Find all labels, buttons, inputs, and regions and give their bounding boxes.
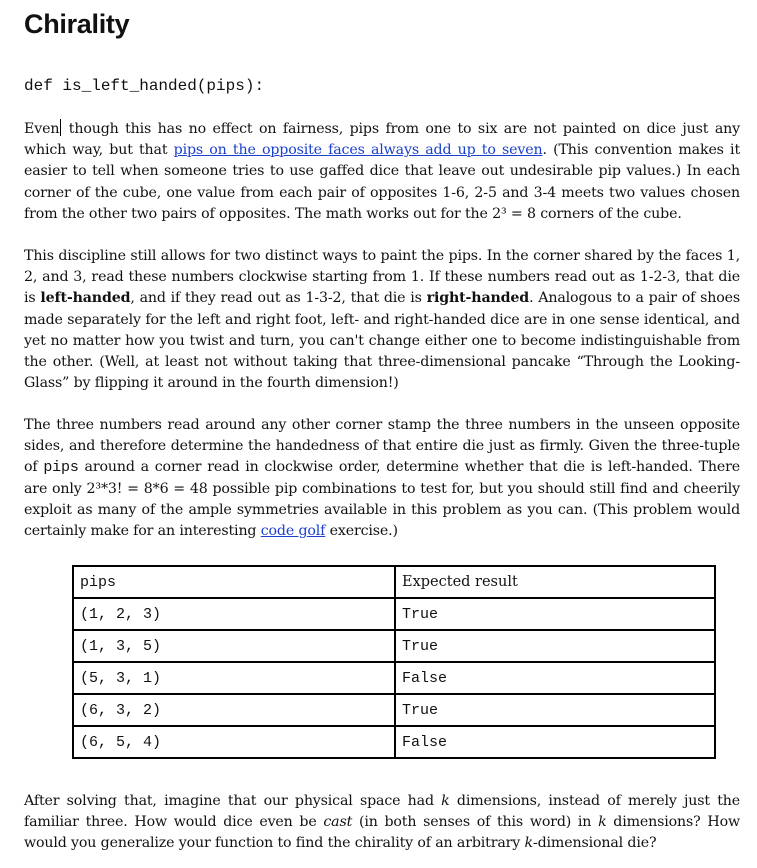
var-k: k xyxy=(441,793,450,809)
term-right-handed: right-handed xyxy=(426,290,530,307)
cell-expected: True xyxy=(395,694,715,726)
text-span: The three numbers read around any other corner stamp the three numbers in the unseen opposite sides, and therefore determine the handedness of that entire die just as firmly. Given the three-tuple of xyxy=(24,417,740,476)
cell-expected: False xyxy=(395,726,715,758)
code-golf-link[interactable]: code golf xyxy=(260,523,326,540)
paragraph-handedness xyxy=(24,246,740,394)
table-row xyxy=(73,694,715,726)
paragraph-task xyxy=(24,415,740,542)
table-header-row xyxy=(73,566,715,598)
text-span: (in both senses of this word) in xyxy=(352,814,599,831)
text-span: dimensions, instead of merely just the familiar three. How would dice even be xyxy=(24,793,740,831)
header-expected-result: Expected result xyxy=(395,566,715,598)
cell-expected: False xyxy=(395,662,715,694)
paragraph-intro xyxy=(24,119,740,225)
table-row xyxy=(73,726,715,758)
var-k: k xyxy=(524,835,533,852)
paragraph-generalization xyxy=(24,791,740,855)
header-pips: pips xyxy=(73,566,395,598)
text-span: Even xyxy=(24,121,60,137)
cell-pips: (5, 3, 1) xyxy=(73,662,395,694)
inline-code-pips: pips xyxy=(43,459,79,477)
text-span: . (This convention makes it easier to tell when someone tries to use gaffed dice that leave out undesirable pip values.) In each corner of the cube, one value from each pair of opposites 1-6, 2-5 and 3-4 meets two values chosen from the other two pairs of opposites. The math works out for the 2³ = 8 corners of the cube. xyxy=(24,142,741,222)
term-left-handed: left-handed xyxy=(40,290,131,307)
text-span: exercise.) xyxy=(325,523,398,540)
cell-pips: (6, 5, 4) xyxy=(73,726,395,758)
text-span: . Analogous to a pair of shoes made separately for the left and right foot, left- and right-handed dice are in one sense identical, and yet no matter how you twist and turn, you can't change either one to become indistinguishable from the other. (Well, at least not without taking that three-dimensional pancake “Through the Looking-Glass” by flipping it around in the fourth dimension!) xyxy=(24,290,740,392)
text-span: though this has no effect on fairness, pips from one to six are not painted on dice just any which way, but that xyxy=(24,121,740,159)
text-span: dimensions? How would you generalize your function to find the chirality of an arbitrary xyxy=(24,814,740,852)
text-span: -dimensional die? xyxy=(532,835,657,852)
test-cases-table xyxy=(72,565,716,759)
table-row xyxy=(73,662,715,694)
cell-pips: (1, 2, 3) xyxy=(73,598,395,630)
table-row xyxy=(73,598,715,630)
function-signature: def is_left_handed(pips): xyxy=(24,77,265,95)
table-row xyxy=(73,630,715,662)
text-span: around a corner read in clockwise order, determine whether that die is left-handed. There are only 2³*3! = 8*6 = 48 possible pip combinations to test for, but you should still find and cheerily exploit as many of the ample symmetries available in this problem as you can. (This problem would certainly make for an interesting xyxy=(24,459,740,540)
text-span: This discipline still allows for two distinct ways to paint the pips. In the corner shared by the faces 1, 2, and 3, read these numbers clockwise starting from 1. If these numbers read out as 1-2-3, that die is xyxy=(24,248,740,307)
cell-pips: (6, 3, 2) xyxy=(73,694,395,726)
text-span: After solving that, imagine that our physical space had xyxy=(24,793,442,809)
text-span: , and if they read out as 1-3-2, that die is xyxy=(130,290,427,307)
cell-pips: (1, 3, 5) xyxy=(73,630,395,662)
cell-expected: True xyxy=(395,630,715,662)
opposite-faces-link[interactable]: pips on the opposite faces always add up to seven xyxy=(173,142,543,159)
page-title: Chirality xyxy=(24,9,130,39)
cell-expected: True xyxy=(395,598,715,630)
var-k: k xyxy=(598,814,607,831)
term-cast: cast xyxy=(323,814,353,831)
